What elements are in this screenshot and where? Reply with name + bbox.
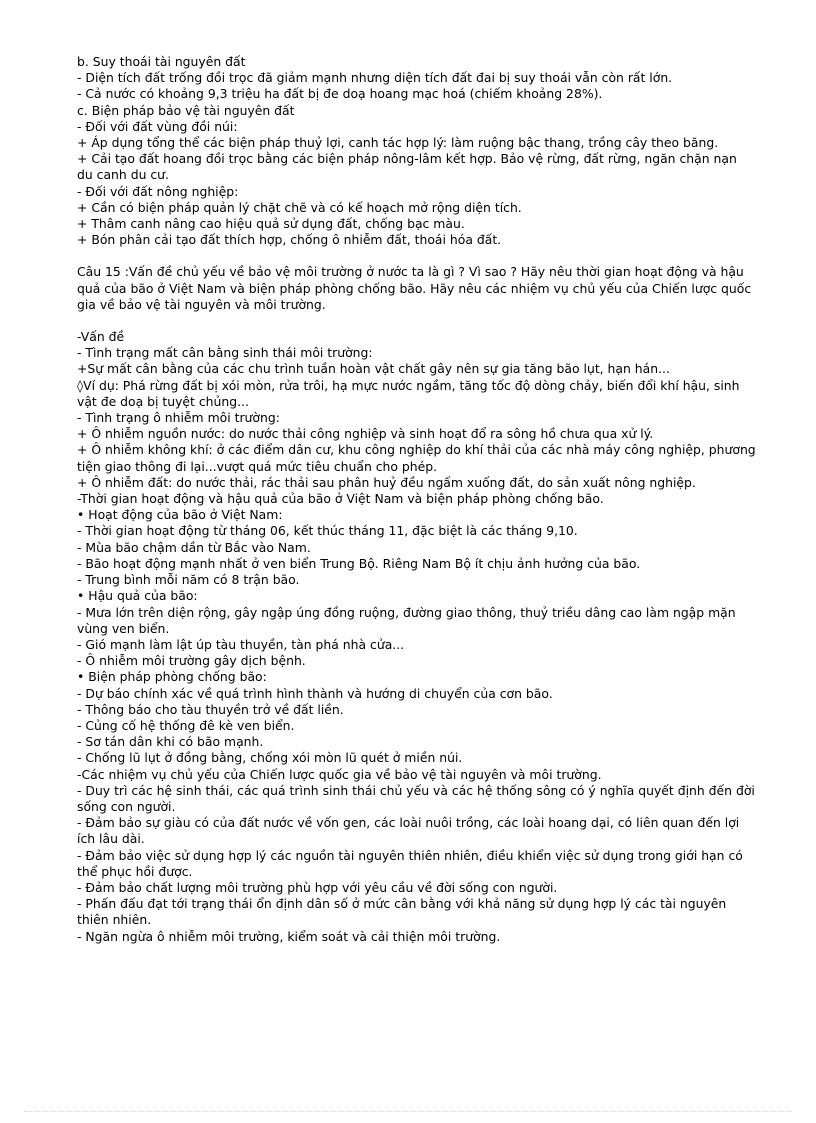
text-line: - Đối với đất vùng đồi núi: bbox=[77, 118, 238, 134]
text-line: + Bón phân cải tạo đất thích hợp, chống ô nhiễm đất, thoái hóa đất. bbox=[77, 232, 502, 248]
text-line: - Ô nhiễm môi trường gây dịch bệnh. bbox=[77, 653, 306, 669]
text-line: - Đối với đất nông nghiệp: bbox=[77, 183, 239, 199]
text-line: - Củng cố hệ thống đê kè ven biển. bbox=[77, 717, 295, 733]
bullet-heading: • Hoạt động của bão ở Việt Nam: bbox=[77, 507, 283, 523]
text-line: - Phấn đấu đạt tới trạng thái ổn định dân số ở mức cân bằng với khả năng sử dụng hợp lý các tài nguyên thiên nhiên. bbox=[77, 896, 727, 928]
text-line: -Các nhiệm vụ chủ yếu của Chiến lược quốc gia về bảo vệ tài nguyên và môi trường. bbox=[77, 766, 602, 782]
question-15: Câu 15 :Vấn đề chủ yếu về bảo vệ môi trường ở nước ta là gì ? Vì sao ? Hãy nêu thời gian hoạt động và hậu quả của bão ở Việt Nam và biện pháp phòng chống bão. Hãy nêu các nhiệm vụ chủ yếu của Chiến lược quốc gia về bảo vệ tài nguyên và môi trường. bbox=[77, 264, 752, 312]
text-line: - Đảm bảo việc sử dụng hợp lý các nguồn tài nguyên thiên nhiên, điều khiển việc sử dụng trong giới hạn có thể phục hồi được. bbox=[77, 847, 743, 879]
section-answer bbox=[77, 329, 756, 945]
text-line: + Cần có biện pháp quản lý chặt chẽ và có kế hoạch mở rộng diện tích. bbox=[77, 199, 522, 215]
bullet-heading: • Biện pháp phòng chống bão: bbox=[77, 669, 267, 685]
text-line: - Thời gian hoạt động từ tháng 06, kết thúc tháng 11, đặc biệt là các tháng 9,10. bbox=[77, 523, 578, 539]
text-line: - Cả nước có khoảng 9,3 triệu ha đất bị đe doạ hoang mạc hoá (chiếm khoảng 28%). bbox=[77, 86, 603, 102]
text-line: - Thông báo cho tàu thuyền trở về đất liền. bbox=[77, 701, 344, 717]
text-line: + Cải tạo đất hoang đồi trọc bằng các biện pháp nông-lâm kết hợp. Bảo vệ rừng, đất rừng, ngăn chặn nạn du canh du cư. bbox=[77, 151, 737, 183]
text-line: - Trung bình mỗi năm có 8 trận bão. bbox=[77, 572, 300, 588]
text-line: - Tình trạng mất cân bằng sinh thái môi trường: bbox=[77, 345, 373, 361]
text-line: - Đảm bảo sự giàu có của đất nước về vốn gen, các loài nuôi trồng, các loài hoang dại, có liên quan đến lợi ích lâu dài. bbox=[77, 815, 740, 847]
text-line: - Diện tích đất trống đồi trọc đã giảm mạnh nhưng diện tích đất đai bị suy thoái vẫn còn rất lớn. bbox=[77, 70, 673, 86]
text-line: - Duy trì các hệ sinh thái, các quá trình sinh thái chủ yếu và các hệ thống sông có ý nghĩa quyết định đến đời sống con người. bbox=[77, 782, 755, 814]
spacer bbox=[77, 313, 756, 329]
text-line: - Mưa lớn trên diện rộng, gây ngập úng đồng ruộng, đường giao thông, thuỷ triều dâng cao làm ngập mặn vùng ven biển. bbox=[77, 604, 736, 636]
text-line: - Sơ tán dân khi có bão mạnh. bbox=[77, 734, 264, 750]
text-line: - Mùa bão chậm dần từ Bắc vào Nam. bbox=[77, 539, 311, 555]
text-line: - Dự báo chính xác về quá trình hình thành và hướng di chuyển của cơn bão. bbox=[77, 685, 553, 701]
text-line: -Thời gian hoạt động và hậu quả của bão ở Việt Nam và biện pháp phòng chống bão. bbox=[77, 491, 604, 507]
text-line: - Gió mạnh làm lật úp tàu thuyền, tàn phá nhà cửa... bbox=[77, 636, 405, 652]
text-line: - Bão hoạt động mạnh nhất ở ven biển Trung Bộ. Riêng Nam Bộ ít chịu ảnh hưởng của bão. bbox=[77, 555, 641, 571]
heading-land-degradation: b. Suy thoái tài nguyên đất bbox=[77, 54, 246, 69]
text-line: + Ô nhiễm không khí: ở các điểm dân cư, khu công nghiệp do khí thải của các nhà máy công nghiệp, phương tiện giao thông đi lại...vượt quá mức tiêu chuẩn cho phép. bbox=[77, 442, 756, 474]
text-line: + Ô nhiễm đất: do nước thải, rác thải sau phân huỷ đều ngấm xuống đất, do sản xuất nông nghiệp. bbox=[77, 474, 696, 490]
text-line: ◊Ví dụ: Phá rừng đất bị xói mòn, rửa trôi, hạ mực nước ngầm, tăng tốc độ dòng chảy, biến đổi khí hậu, sinh vật đe doạ bị tuyệt chủng... bbox=[77, 377, 740, 409]
text-line: - Chống lũ lụt ở đồng bằng, chống xói mòn lũ quét ở miền núi. bbox=[77, 750, 463, 766]
heading-land-protection: c. Biện pháp bảo vệ tài nguyên đất bbox=[77, 102, 295, 118]
page-bottom-rule bbox=[24, 1111, 792, 1112]
bullet-heading: • Hậu quả của bão: bbox=[77, 588, 198, 604]
spacer bbox=[77, 248, 756, 264]
section-land-resources bbox=[77, 54, 756, 248]
text-line: + Áp dụng tổng thể các biện pháp thuỷ lợi, canh tác hợp lý: làm ruộng bậc thang, trồng cây theo băng. bbox=[77, 135, 719, 151]
text-line: + Ô nhiễm nguồn nước: do nước thải công nghiệp và sinh hoạt đổ ra sông hồ chưa qua xử lý. bbox=[77, 426, 654, 442]
text-line: + Thâm canh nâng cao hiệu quả sử dụng đất, chống bạc màu. bbox=[77, 216, 465, 232]
text-line: - Ngăn ngừa ô nhiễm môi trường, kiểm soát và cải thiện môi trường. bbox=[77, 928, 501, 944]
text-line: -Vấn đề bbox=[77, 329, 125, 345]
text-line: - Tình trạng ô nhiễm môi trường: bbox=[77, 410, 280, 426]
text-line: +Sự mất cân bằng của các chu trình tuần hoàn vật chất gây nên sự gia tăng bão lụt, hạn hán... bbox=[77, 361, 670, 377]
text-line: - Đảm bảo chất lượng môi trường phù hợp với yêu cầu về đời sống con người. bbox=[77, 879, 558, 895]
